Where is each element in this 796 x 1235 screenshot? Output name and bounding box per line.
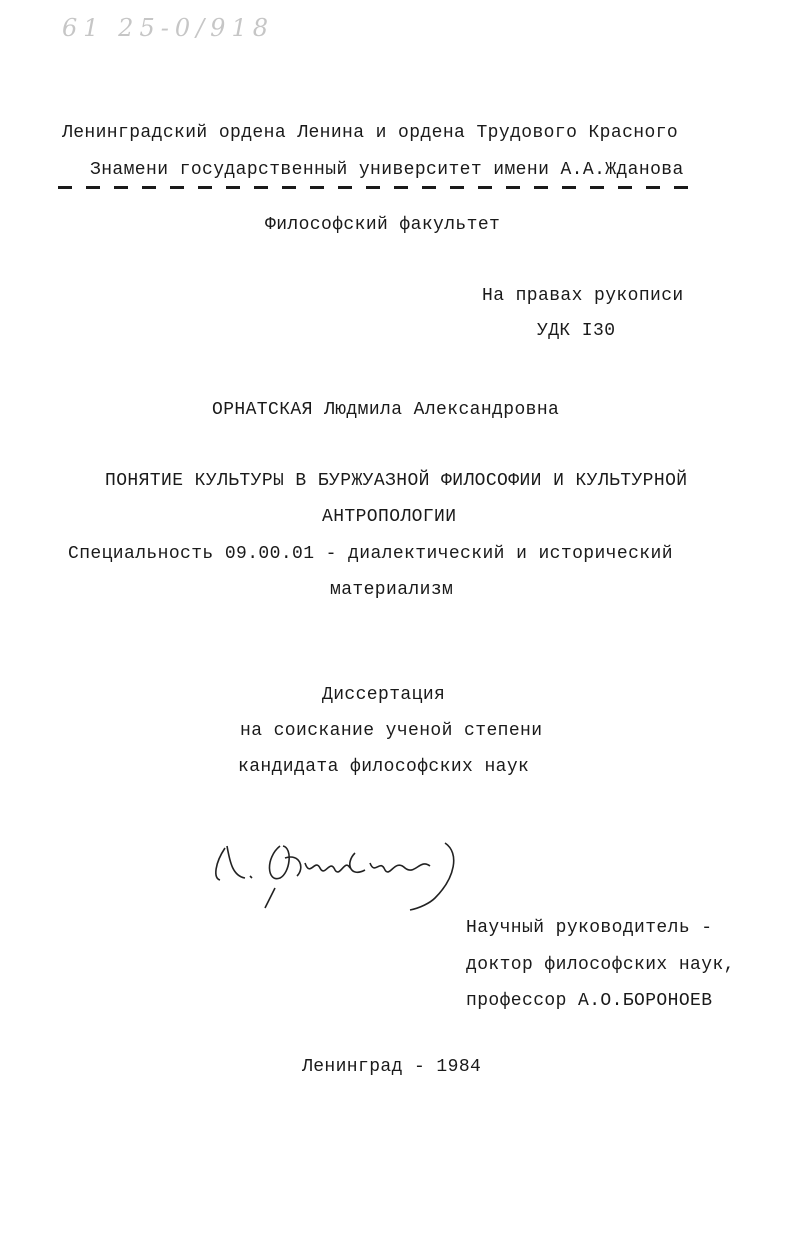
dissertation-line-3: кандидата философских наук: [238, 757, 530, 777]
supervisor-line-2: доктор философских наук,: [466, 955, 735, 975]
manuscript-rights: На правах рукописи: [482, 286, 684, 306]
dissertation-line-1: Диссертация: [322, 685, 446, 705]
university-line-2: Знамени государственный университет имени А.А.Жданова: [90, 160, 684, 180]
author-name: ОРНАТСКАЯ Людмила Александровна: [212, 400, 560, 420]
specialty-line-1: Специальность 09.00.01 - диалектический и исторический: [68, 544, 673, 564]
faculty: Философский факультет: [265, 215, 501, 235]
udc-code: УДК I30: [537, 321, 616, 341]
archive-handwritten-note: 61 25-0/918: [62, 14, 274, 42]
supervisor-line-3: профессор А.О.БОРОНОЕВ: [466, 991, 713, 1011]
supervisor-line-1: Научный руководитель -: [466, 918, 713, 938]
dissertation-line-2: на соискание ученой степени: [240, 721, 543, 741]
thesis-title-line-1: ПОНЯТИЕ КУЛЬТУРЫ В БУРЖУАЗНОЙ ФИЛОСОФИИ И КУЛЬТУРНОЙ: [105, 471, 688, 491]
specialty-line-2: материализм: [330, 580, 454, 600]
university-line-1: Ленинградский ордена Ленина и ордена Трудового Красного: [62, 123, 679, 143]
thesis-title-line-2: АНТРОПОЛОГИИ: [322, 507, 457, 527]
handwritten-signature: [205, 828, 475, 918]
city-year: Ленинград - 1984: [302, 1057, 482, 1077]
dashed-divider: [58, 186, 700, 189]
